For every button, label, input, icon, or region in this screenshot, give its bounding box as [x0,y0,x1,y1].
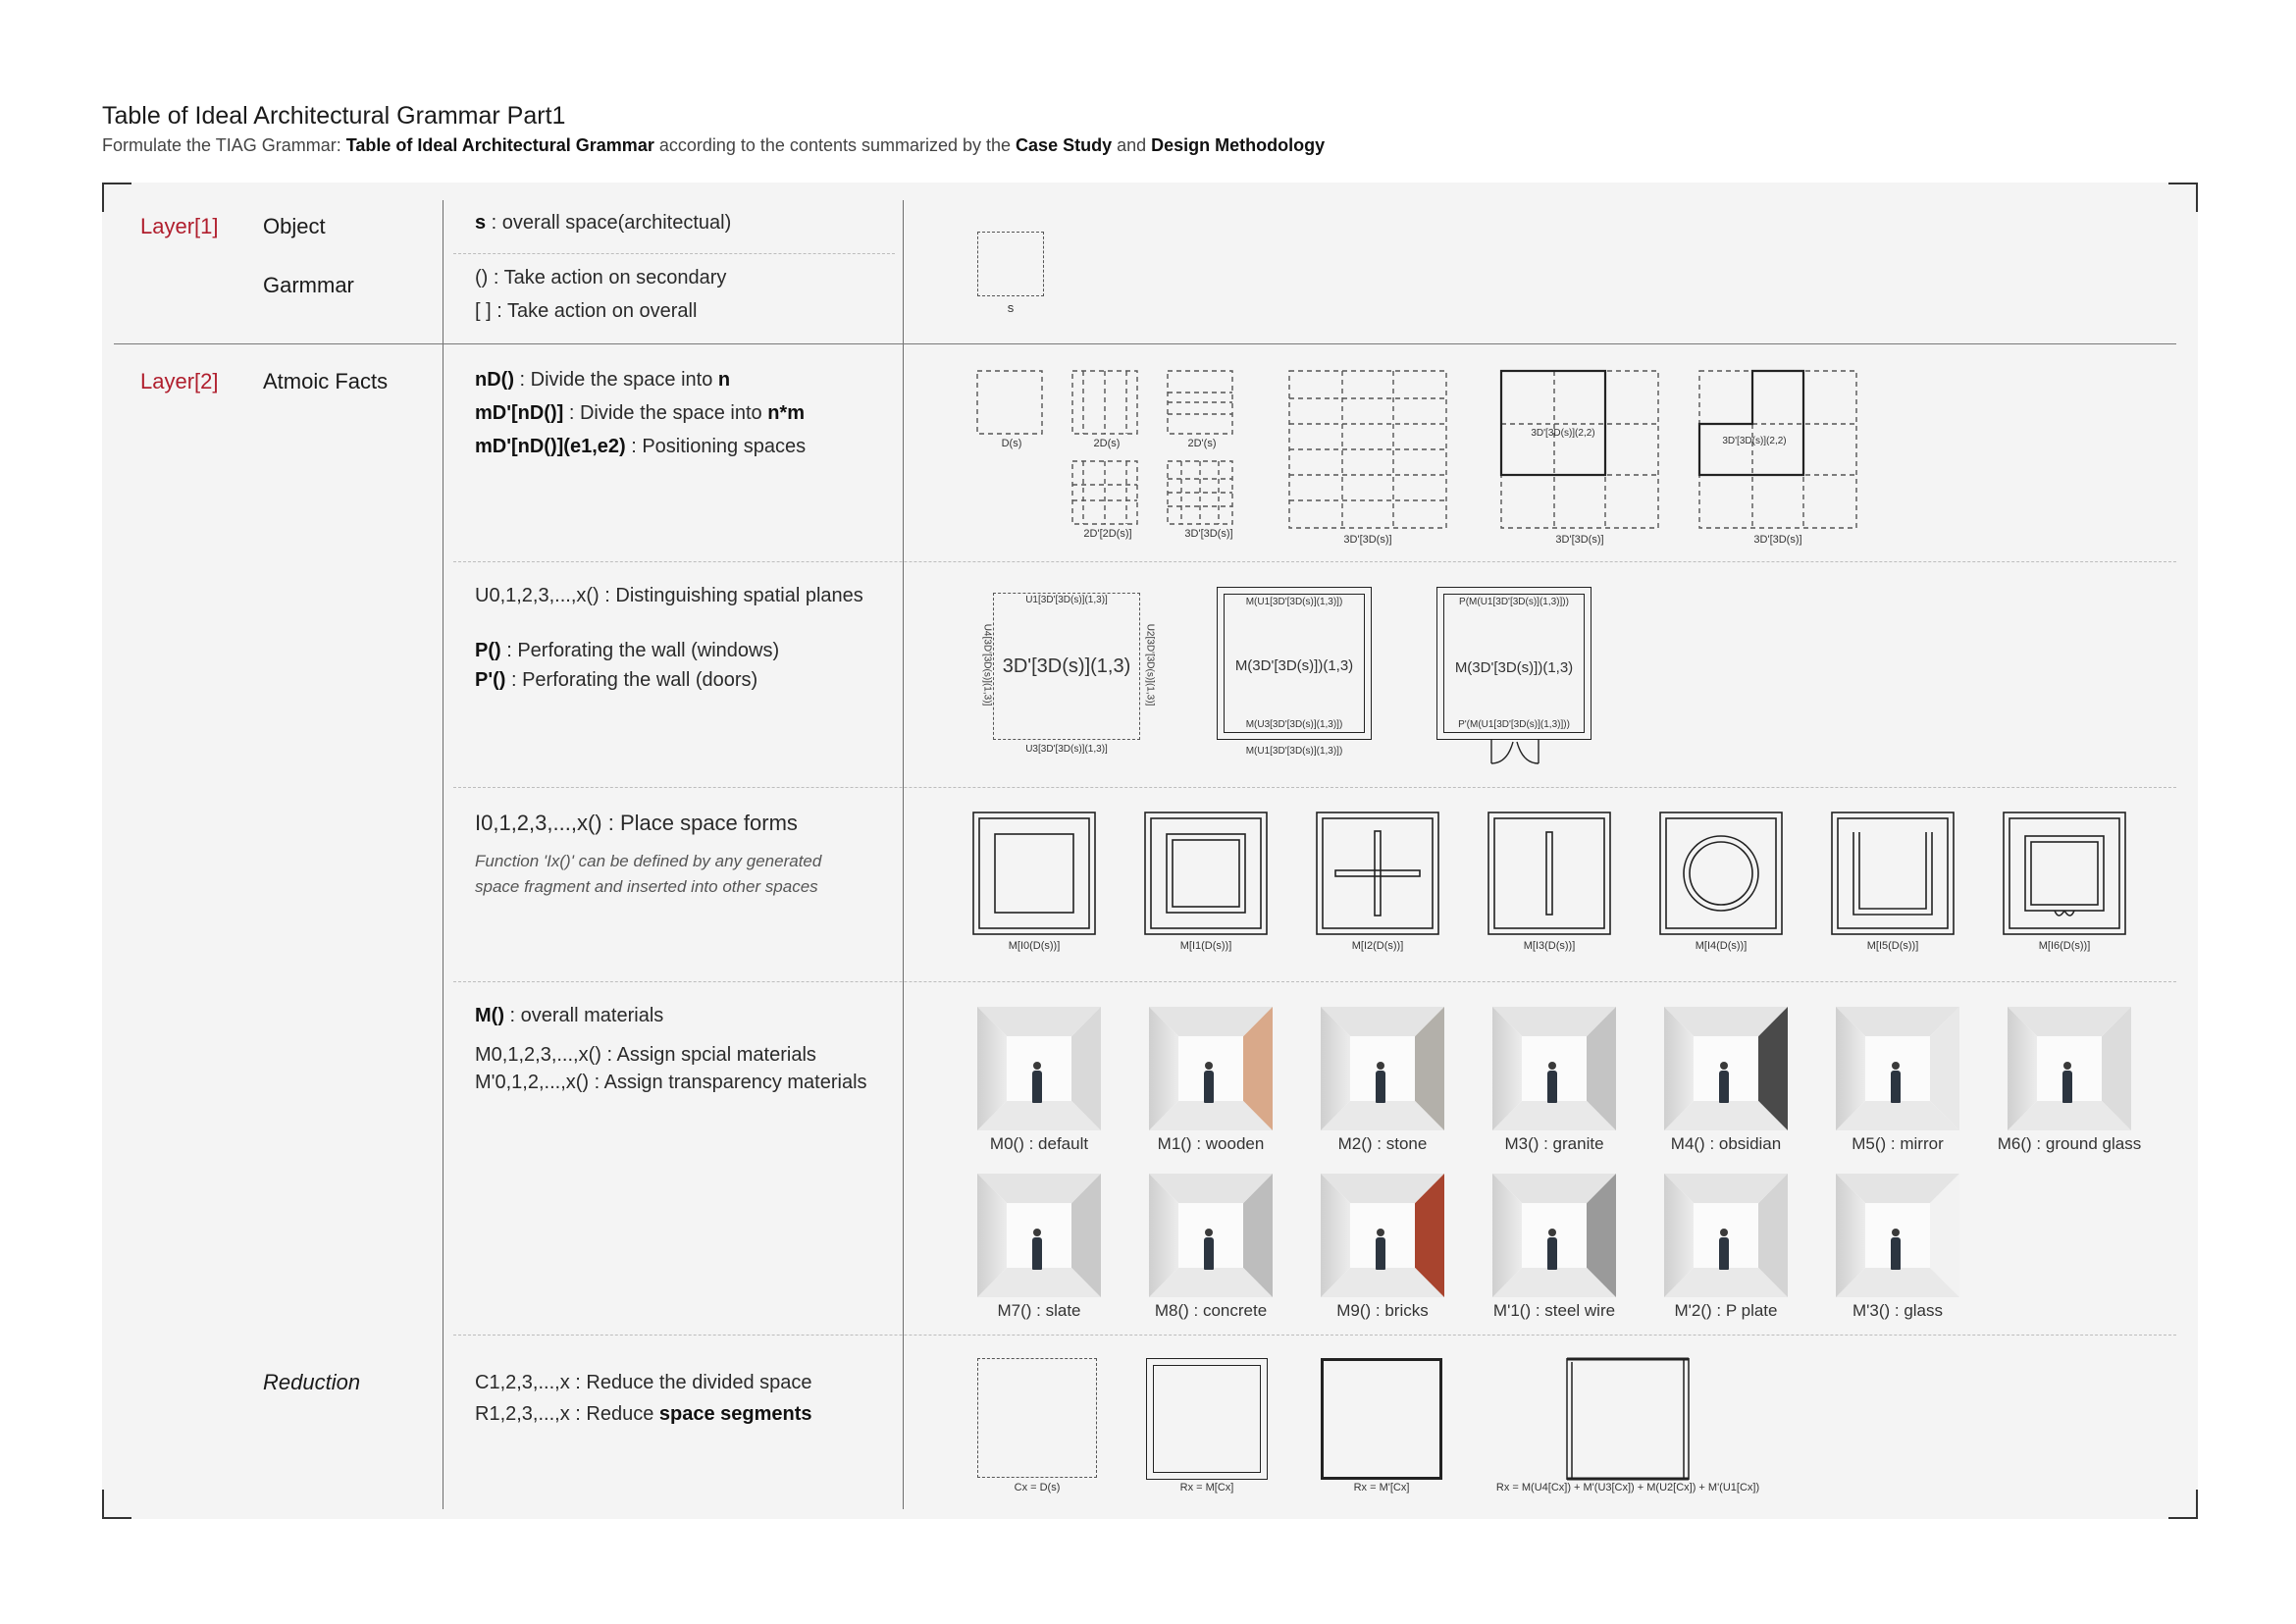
material-room-label: M4() : obsidian [1670,1134,1782,1153]
material-room [1836,1174,1959,1297]
reduction-diagram-m [1146,1358,1268,1480]
material-room-label: M3() : granite [1504,1134,1604,1153]
divide-label-6: 3D'[3D(s)] [1343,534,1392,546]
column-divider-2 [903,200,904,1509]
reduction-label-3: Rx = M(U4[Cx]) + M'(U3[Cx]) + M(U2[Cx]) + M'(U1[Cx]) [1495,1482,1760,1493]
rule-perforate-windows: P() : Perforating the wall (windows) [475,640,780,661]
material-room [1149,1007,1273,1130]
reduction-diagram-cx [977,1358,1097,1478]
form-label-4: M[I4(D(s))] [1695,940,1748,952]
frame-corner-top-left [102,183,131,212]
diagram-space-s [977,232,1044,296]
reduction-diagram-combined [1564,1356,1692,1482]
rule-divide-n: nD() : Divide the space into n [475,369,731,391]
person-figure-icon [1375,1229,1386,1270]
material-room-label: M1() : wooden [1157,1134,1265,1153]
material-room-label: M'2() : P plate [1674,1301,1778,1320]
divide-merged-label-1: 3D'[3D(s)](2,2) [1531,428,1595,439]
column-divider-1 [443,200,444,1509]
atomic-facts-label: Atmoic Facts [263,369,389,393]
layer2-label: Layer[2] [140,369,219,393]
page-subtitle: Formulate the TIAG Grammar: Table of Ideal Architectural Grammar according to the contents summarized by the Case Study and Design Methodology [102,135,1326,155]
material-room [1836,1007,1959,1130]
planes-d2-center: M(3D'[3D(s)])(1,3) [1234,657,1354,674]
divide-label-1: D(s) [1001,438,1022,449]
divide-label-7: 3D'[3D(s)] [1555,534,1604,546]
divide-label-8: 3D'[3D(s)] [1753,534,1802,546]
material-room [1149,1174,1273,1297]
rule-overall: [ ] : Take action on overall [475,300,698,322]
form-label-1: M[I1(D(s))] [1179,940,1232,952]
planes-d2-bottom: M(U1[3D'[3D(s)](1,3)]) [1245,746,1343,757]
row-divider-divide [453,561,2176,562]
divide-diagrams [971,363,1874,550]
reduction-label: Reduction [263,1370,361,1394]
person-figure-icon [1718,1062,1730,1103]
person-figure-icon [1031,1229,1043,1270]
forms-note-2: space fragment and inserted into other spaces [475,877,818,896]
row-divider-materials [453,1335,2176,1336]
rule-reduce-divided: C1,2,3,...,x : Reduce the divided space [475,1372,812,1393]
rule-positioning: mD'[nD()](e1,e2) : Positioning spaces [475,436,807,457]
form-label-6: M[I6(D(s))] [2038,940,2091,952]
material-room-label: M5() : mirror [1852,1134,1944,1153]
layer1-label: Layer[1] [140,214,219,238]
divide-label-5: 3D'[3D(s)] [1184,528,1233,540]
planes-d2-top: M(U1[3D'[3D(s)](1,3)]) [1245,597,1343,607]
person-figure-icon [1718,1229,1730,1270]
person-figure-icon [1031,1062,1043,1103]
material-room-label: M2() : stone [1337,1134,1428,1153]
person-figure-icon [2061,1062,2073,1103]
divide-label-2: 2D(s) [1093,438,1121,449]
row-divider-planes [453,787,2176,788]
object-label: Object [263,214,326,238]
material-room-label: M9() : bricks [1336,1301,1429,1320]
grammar-label: Garmmar [263,273,354,297]
divide-merged-label-2: 3D'[3D(s)](2,2) [1722,436,1787,446]
form-label-3: M[I3(D(s))] [1523,940,1576,952]
person-figure-icon [1203,1229,1215,1270]
planes-d1-left: U4[3D'[3D(s)](1,3)] [981,623,993,707]
person-figure-icon [1203,1062,1215,1103]
rule-overall-materials: M() : overall materials [475,1005,664,1026]
material-room-label: M6() : ground glass [1997,1134,2142,1153]
planes-d3-bottom: P'(M(U1[3D'[3D(s)](1,3)])) [1458,719,1570,730]
frame-corner-bottom-right [2168,1490,2198,1519]
row-divider-layer1 [114,343,2176,344]
row-divider-forms [453,981,2176,982]
row-divider-layer1-inner [453,253,895,254]
divide-label-4: 2D'[2D(s)] [1083,528,1132,540]
planes-d1-top: U1[3D'[3D(s)](1,3)] [1025,595,1108,605]
form-label-0: M[I0(D(s))] [1008,940,1061,952]
rule-reduce-segments: R1,2,3,...,x : Reduce space segments [475,1403,812,1425]
reduction-label-1: Rx = M[Cx] [1179,1482,1234,1493]
person-figure-icon [1546,1062,1558,1103]
material-room [977,1174,1101,1297]
form-label-2: M[I2(D(s))] [1351,940,1404,952]
material-room [2008,1007,2131,1130]
page-title: Table of Ideal Architectural Grammar Part1 [102,102,566,130]
rule-perforate-doors: P'() : Perforating the wall (doors) [475,669,758,691]
rule-space-forms: I0,1,2,3,...,x() : Place space forms [475,811,798,835]
material-room-label: M'1() : steel wire [1492,1301,1616,1320]
material-room [1492,1007,1616,1130]
rule-special-materials: M0,1,2,3,...,x() : Assign spcial materials [475,1044,816,1066]
planes-d1-center: 3D'[3D(s)](1,3) [1002,655,1131,677]
frame-corner-bottom-left [102,1490,131,1519]
forms-note-1: Function 'Ix()' can be defined by any generated [475,852,822,870]
reduction-diagram-mprime [1321,1358,1442,1480]
material-room-label: M8() : concrete [1154,1301,1268,1320]
material-room-label: M'3() : glass [1852,1301,1944,1320]
door-swing-icon [1487,738,1542,771]
planes-d1-bottom: U3[3D'[3D(s)](1,3)] [1025,744,1108,755]
material-room [1321,1007,1444,1130]
rule-secondary: () : Take action on secondary [475,267,727,288]
material-room [1321,1174,1444,1297]
frame-corner-top-right [2168,183,2198,212]
material-room [1664,1007,1788,1130]
planes-d3-center: M(3D'[3D(s)])(1,3) [1454,659,1574,676]
rule-overall-space: s : overall space(architectual) [475,212,732,234]
rule-transparency-materials: M'0,1,2,...,x() : Assign transparency materials [475,1072,867,1093]
person-figure-icon [1890,1229,1902,1270]
planes-d2-bottom-in: M(U3[3D'[3D(s)](1,3)]) [1245,719,1343,730]
reduction-label-2: Rx = M'[Cx] [1353,1482,1410,1493]
diagram-space-s-label: s [1007,300,1015,315]
material-room-label: M0() : default [989,1134,1089,1153]
material-room [1492,1174,1616,1297]
planes-d3-top: P(M(U1[3D'[3D(s)](1,3)])) [1459,597,1569,607]
reduction-label-0: Cx = D(s) [1014,1482,1061,1493]
person-figure-icon [1546,1229,1558,1270]
material-room-label: M7() : slate [997,1301,1081,1320]
rule-divide-nm: mD'[nD()] : Divide the space into n*m [475,402,805,424]
space-forms-diagrams [971,811,2149,938]
material-room [977,1007,1101,1130]
rule-spatial-planes: U0,1,2,3,...,x() : Distinguishing spatial planes [475,585,863,606]
person-figure-icon [1890,1062,1902,1103]
divide-d-s [977,371,1042,434]
divide-label-3: 2D'(s) [1187,438,1217,449]
form-label-5: M[I5(D(s))] [1866,940,1919,952]
person-figure-icon [1375,1062,1386,1103]
planes-d1-right: U2[3D'[3D(s)](1,3)] [1144,623,1156,707]
material-room [1664,1174,1788,1297]
